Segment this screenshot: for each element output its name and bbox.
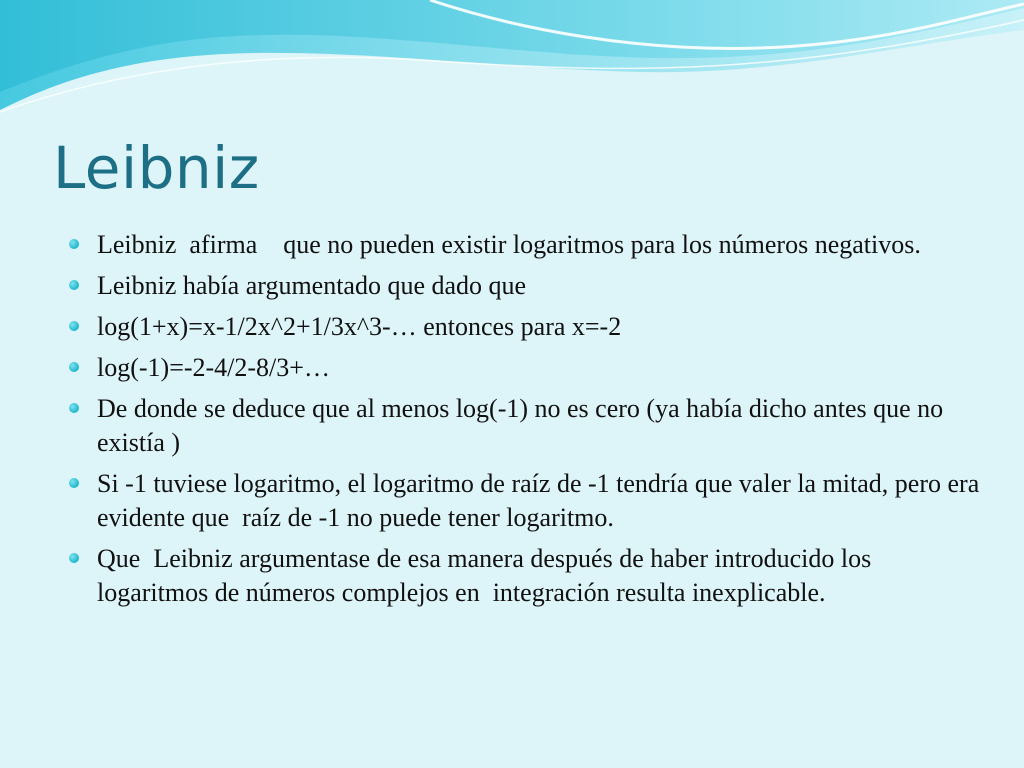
bullet-text: Que Leibniz argumentase de esa manera después de haber introducido los logaritmos de números complejos en integración resulta inexplicable.	[97, 544, 878, 607]
bullet-text: Leibniz afirma que no pueden existir logaritmos para los números negativos.	[97, 230, 921, 259]
bullet-item	[66, 310, 986, 344]
bullet-dot-icon	[69, 478, 79, 488]
bullet-item	[66, 228, 986, 262]
bullet-item	[66, 392, 986, 460]
bullet-item	[66, 351, 986, 385]
bullet-dot-icon	[69, 362, 79, 372]
bullet-text: log(1+x)=x-1/2x^2+1/3x^3-… entonces para x=-2	[97, 312, 622, 341]
bullet-dot-icon	[69, 403, 79, 413]
bullet-list	[66, 228, 986, 617]
bullet-item	[66, 467, 986, 535]
bullet-text: Leibniz había argumentado que dado que	[97, 271, 527, 300]
bullet-item	[66, 542, 986, 610]
slide-title: Leibniz	[53, 134, 260, 202]
bullet-item	[66, 269, 986, 303]
bullet-dot-icon	[69, 280, 79, 290]
header-wave-decoration	[0, 0, 1024, 130]
bullet-text: Si -1 tuviese logaritmo, el logaritmo de raíz de -1 tendría que valer la mitad, pero era evidente que raíz de -1 no puede tener logaritmo.	[97, 469, 986, 532]
bullet-text: De donde se deduce que al menos log(-1) no es cero (ya había dicho antes que no existía )	[97, 394, 950, 457]
bullet-dot-icon	[69, 239, 79, 249]
bullet-text: log(-1)=-2-4/2-8/3+…	[97, 353, 330, 382]
bullet-dot-icon	[69, 553, 79, 563]
bullet-dot-icon	[69, 321, 79, 331]
